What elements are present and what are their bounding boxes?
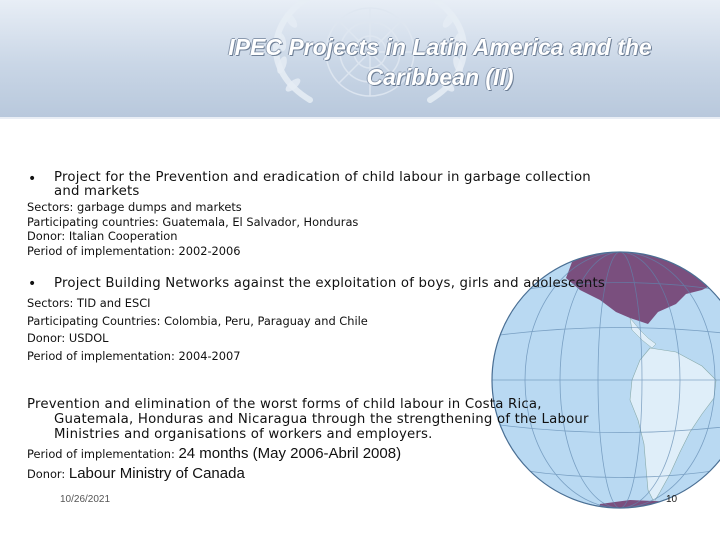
countries-value: Guatemala, El Salvador, Honduras xyxy=(162,214,359,229)
project-3-line-1: Prevention and elimination of the worst forms of child labour in Costa Rica, xyxy=(27,397,542,412)
period-value: 2002-2006 xyxy=(178,243,241,258)
sectors-value: garbage dumps and markets xyxy=(77,200,242,214)
project-2-details xyxy=(27,295,368,365)
project-1-title xyxy=(54,171,591,199)
period-label: Period of implementation: xyxy=(27,243,175,258)
project-3-line-3: Ministries and organisations of workers and employers. xyxy=(54,427,433,442)
period-value: 24 months (May 2006-Abril 2008) xyxy=(178,445,402,462)
project-3-details xyxy=(27,444,401,484)
donor-value: Labour Ministry of Canada xyxy=(68,465,245,482)
donor-value: Italian Cooperation xyxy=(68,229,178,243)
donor-label: Donor: xyxy=(27,331,66,345)
sectors-value: TID and ESCI xyxy=(77,296,151,310)
donor-label: Donor: xyxy=(27,467,66,481)
project-3-description xyxy=(27,397,687,442)
slide-title: IPEC Projects in Latin America and the Caribbean (II) xyxy=(228,34,652,90)
donor-label: Donor: xyxy=(27,229,66,243)
period-label: Period of implementation: xyxy=(27,348,175,363)
countries-label: Participating countries: xyxy=(27,214,159,229)
bullet-icon: • xyxy=(28,171,37,187)
bullet-icon: • xyxy=(28,276,37,292)
project-3-line-2: Guatemala, Honduras and Nicaragua through the strengthening of the Labour xyxy=(54,412,589,427)
project-1-title-line-2: and markets xyxy=(54,184,140,199)
project-1-title-line-1: Project for the Prevention and eradication of child labour in garbage collection xyxy=(54,170,591,185)
countries-label: Participating Countries: xyxy=(27,313,161,328)
period-value: 2004-2007 xyxy=(178,348,241,363)
period-label: Period of implementation: xyxy=(27,447,175,461)
sectors-label: Sectors: xyxy=(27,296,74,310)
footer-date: 10/26/2021 xyxy=(60,494,111,505)
project-1-details xyxy=(27,200,358,258)
sectors-label: Sectors: xyxy=(27,200,74,214)
page-number: 10 xyxy=(666,494,678,505)
americas-globe-icon xyxy=(480,220,720,540)
countries-value: Colombia, Peru, Paraguay and Chile xyxy=(164,313,368,328)
donor-value: USDOL xyxy=(68,331,109,345)
project-2-title: Project Building Networks against the exploitation of boys, girls and adolescents xyxy=(54,276,606,291)
